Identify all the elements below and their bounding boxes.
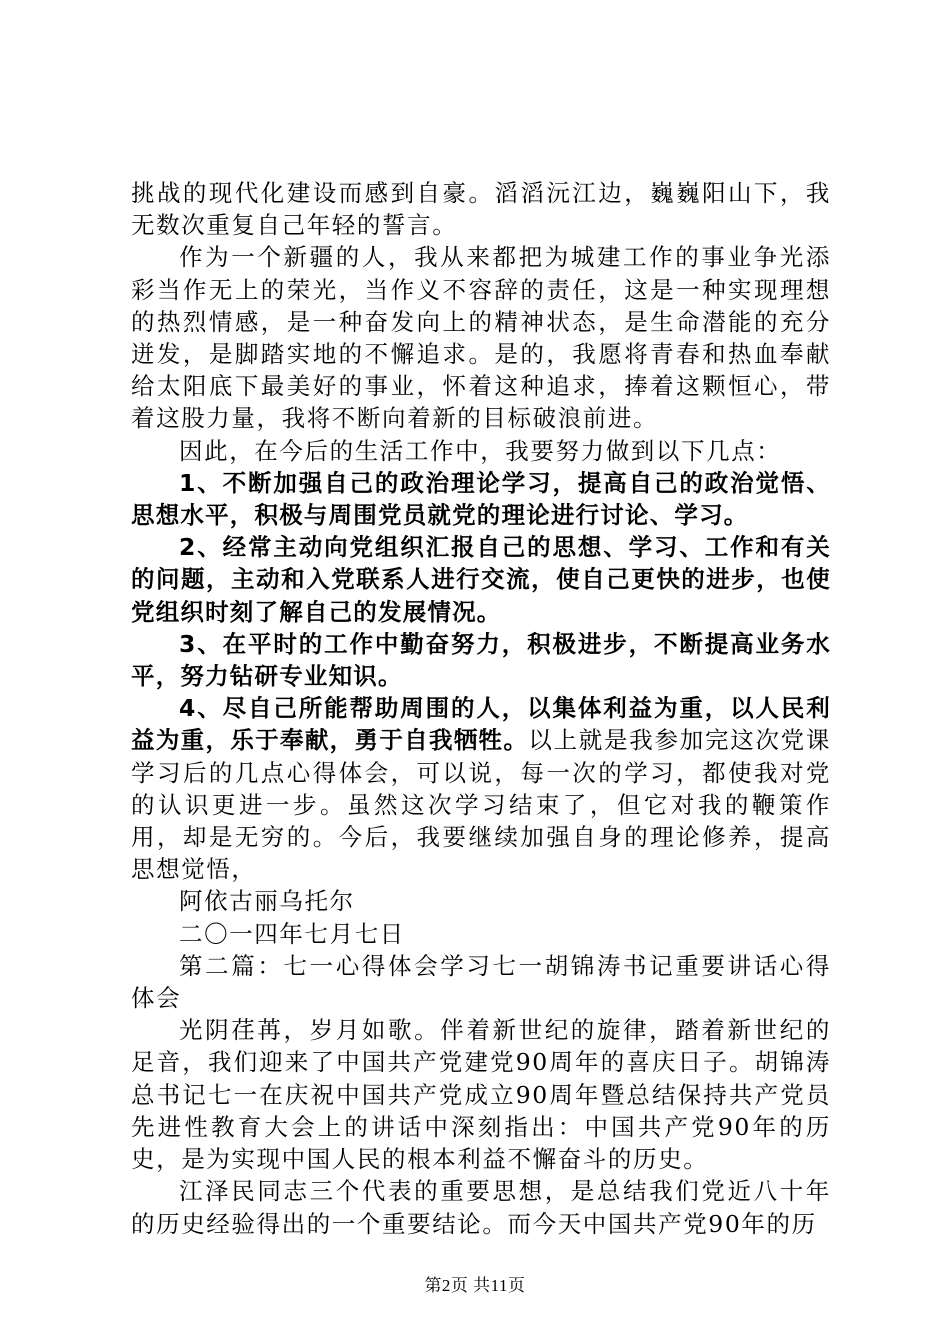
list-item-point-1: 1、不断加强自己的政治理论学习，提高自己的政治觉悟、思想水平，积极与周围党员就党的理论进行讨论、学习。 [131, 468, 831, 530]
paragraph-three-represents: 江泽民同志三个代表的重要思想，是总结我们党近八十年的历史经验得出的一个重要结论。而今天中国共产党90年的历 [131, 1177, 831, 1238]
paragraph-continuation: 挑战的现代化建设而感到自豪。滔滔沅江边，巍巍阳山下，我无数次重复自己年轻的誓言。 [131, 179, 831, 240]
document-body [131, 177, 831, 1240]
signature-name: 阿依古丽乌托尔 [179, 887, 355, 916]
list-item-point-3: 3、在平时的工作中勤奋努力，积极进步，不断提高业务水平，努力钻研专业知识。 [131, 629, 831, 691]
point-4-conclusion-text: 以上就是我参加完这次党课学习后的几点心得体会，可以说，每一次的学习，都使我对党的认识更进一步。虽然这次学习结束了，但它对我的鞭策作用，却是无穷的。今后，我要继续加强自身的理论修养，提高思想觉悟， [131, 726, 832, 884]
paragraph-anniversary: 光阴荏苒，岁月如歌。伴着新世纪的旋律，踏着新世纪的足音，我们迎来了中国共产党建党90周年的喜庆日子。胡锦涛总书记七一在庆祝中国共产党成立90周年暨总结保持共产党员先进性教育大会上的讲话中深刻指出：中国共产党90年的历史，是为实现中国人民的根本利益不懈奋斗的历史。 [131, 1016, 831, 1174]
list-item-point-2: 2、经常主动向党组织汇报自己的思想、学习、工作和有关的问题，主动和入党联系人进行交流，使自己更快的进步，也使党组织时刻了解自己的发展情况。 [131, 533, 831, 626]
page-number-footer: 第2页 共11页 [424, 1276, 526, 1295]
paragraph-intro-points: 因此，在今后的生活工作中，我要努力做到以下几点： [179, 436, 782, 465]
paragraph-aspiration: 作为一个新疆的人，我从来都把为城建工作的事业争光添彩当作无上的荣光，当作义不容辞的责任，这是一种实现理想的热烈情感，是一种奋发向上的精神状态，是生命潜能的充分迸发，是脚踏实地的不懈追求。是的，我愿将青春和热血奉献给太阳底下最美好的事业，怀着这种追求，捧着这颗恒心，带着这股力量，我将不断向着新的目标破浪前进。 [131, 243, 831, 433]
list-item-point-4 [131, 692, 831, 885]
point-4-bold-text: 4、尽自己所能帮助周围的人，以集体利益为重，以人民利益为重，乐于奉献，勇于自我牺牲。 [131, 694, 831, 755]
signature-date: 二〇一四年七月七日 [179, 919, 405, 948]
section-heading-part-two: 第二篇：七一心得体会学习七一胡锦涛书记重要讲话心得体会 [131, 951, 831, 1013]
